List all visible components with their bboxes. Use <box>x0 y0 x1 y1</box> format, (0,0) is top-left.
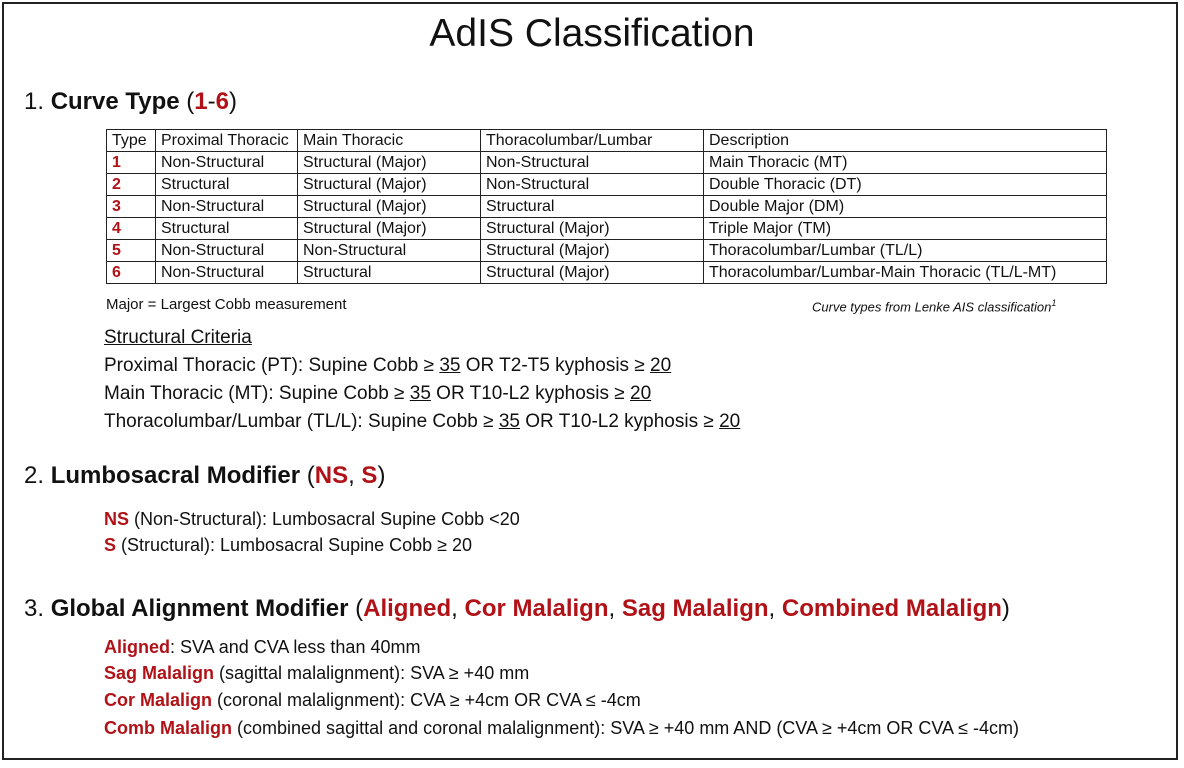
section-3-open: ( <box>355 595 364 622</box>
cell-type: 5 <box>107 240 156 262</box>
alignment-text: : SVA and CVA less than 40mm <box>170 637 421 657</box>
section-3-sep: , <box>608 595 622 622</box>
cell-main-thoracic: Structural (Major) <box>298 196 481 218</box>
section-2-open: ( <box>306 462 315 489</box>
cell-main-thoracic: Non-Structural <box>298 240 481 262</box>
cell-main-thoracic: Structural (Major) <box>298 218 481 240</box>
cell-main-thoracic: Structural <box>298 262 481 284</box>
cell-main-thoracic: Structural (Major) <box>298 174 481 196</box>
cell-thoracolumbar-lumbar: Structural (Major) <box>481 218 704 240</box>
cell-proximal-thoracic: Non-Structural <box>156 196 298 218</box>
cell-description: Triple Major (TM) <box>704 218 1107 240</box>
table-header-row <box>107 130 1107 152</box>
cell-thoracolumbar-lumbar: Non-Structural <box>481 152 704 174</box>
criteria-kyphosis-value: 20 <box>650 355 672 376</box>
lenke-source-note <box>812 298 1056 314</box>
page-title: AdIS Classification <box>429 12 755 55</box>
criteria-kyphosis-value: 20 <box>719 411 741 432</box>
section-3-heading <box>24 595 1010 623</box>
cell-type: 6 <box>107 262 156 284</box>
header-type: Type <box>107 130 156 152</box>
cell-main-thoracic: Structural (Major) <box>298 152 481 174</box>
section-3-opt-sag: Sag Malalign <box>621 595 769 622</box>
criteria-text: OR T10-L2 kyphosis ≥ <box>519 411 720 432</box>
modifier-line-s <box>104 535 472 556</box>
header-thoracolumbar-lumbar: Thoracolumbar/Lumbar <box>481 130 704 152</box>
criteria-line-tll <box>104 411 740 433</box>
cell-description: Double Major (DM) <box>704 196 1107 218</box>
section-2-opt-ns: NS <box>314 462 349 489</box>
cell-type: 2 <box>107 174 156 196</box>
criteria-text: Main Thoracic (MT): Supine Cobb ≥ <box>104 383 410 404</box>
header-main-thoracic: Main Thoracic <box>298 130 481 152</box>
alignment-line-aligned <box>104 637 420 658</box>
section-1-number: 1. <box>24 88 45 115</box>
section-2-name: Lumbosacral Modifier <box>50 462 301 489</box>
major-note: Major = Largest Cobb measurement <box>106 296 347 313</box>
alignment-text: (sagittal malalignment): SVA ≥ +40 mm <box>214 663 530 683</box>
lenke-source-text: Curve types from Lenke AIS classification <box>812 299 1052 315</box>
cell-proximal-thoracic: Non-Structural <box>156 262 298 284</box>
cell-thoracolumbar-lumbar: Structural (Major) <box>481 262 704 284</box>
lenke-footnote-marker: 1 <box>1051 298 1057 308</box>
alignment-text: (combined sagittal and coronal malalignment): SVA ≥ +40 mm AND (CVA ≥ +4cm OR CVA ≤ -4cm) <box>232 718 1019 738</box>
section-3-close: ) <box>1001 595 1010 622</box>
cell-thoracolumbar-lumbar: Structural (Major) <box>481 240 704 262</box>
section-3-sep: , <box>768 595 782 622</box>
alignment-line-comb <box>104 718 1019 739</box>
cell-type: 4 <box>107 218 156 240</box>
alignment-key: Aligned <box>104 637 170 657</box>
alignment-text: (coronal malalignment): CVA ≥ +4cm OR CVA ≤ -4cm <box>212 690 641 710</box>
section-3-name: Global Alignment Modifier <box>50 595 349 622</box>
cell-description: Double Thoracic (DT) <box>704 174 1107 196</box>
criteria-text: OR T10-L2 kyphosis ≥ <box>430 383 630 404</box>
criteria-text: Thoracolumbar/Lumbar (TL/L): Supine Cobb ≥ <box>104 411 499 432</box>
modifier-key: NS <box>104 509 130 529</box>
section-2-number: 2. <box>24 462 45 489</box>
criteria-text: OR T2-T5 kyphosis ≥ <box>460 355 651 376</box>
section-3-opt-combined: Combined Malalign <box>781 595 1002 622</box>
alignment-line-sag <box>104 663 529 684</box>
criteria-text: Proximal Thoracic (PT): Supine Cobb ≥ <box>104 355 440 376</box>
criteria-cobb-value: 35 <box>498 411 520 432</box>
table-row <box>107 174 1107 196</box>
header-description: Description <box>704 130 1107 152</box>
curve-type-table <box>106 129 1107 284</box>
cell-description: Thoracolumbar/Lumbar-Main Thoracic (TL/L-MT) <box>704 262 1107 284</box>
criteria-cobb-value: 35 <box>439 355 461 376</box>
section-1-close: ) <box>229 88 238 115</box>
cell-thoracolumbar-lumbar: Structural <box>481 196 704 218</box>
section-2-opt-s: S <box>361 462 378 489</box>
criteria-kyphosis-value: 20 <box>630 383 652 404</box>
table-row <box>107 196 1107 218</box>
modifier-line-ns <box>104 509 520 530</box>
cell-thoracolumbar-lumbar: Non-Structural <box>481 174 704 196</box>
section-1-range-start: 1 <box>194 88 208 115</box>
cell-type: 1 <box>107 152 156 174</box>
section-1-open: ( <box>186 88 195 115</box>
modifier-text: (Non-Structural): Lumbosacral Supine Cobb <20 <box>129 509 520 529</box>
section-3-sep: , <box>451 595 465 622</box>
structural-criteria-heading: Structural Criteria <box>104 327 252 348</box>
cell-description: Thoracolumbar/Lumbar (TL/L) <box>704 240 1107 262</box>
criteria-cobb-value: 35 <box>409 383 431 404</box>
section-2-close: ) <box>377 462 386 489</box>
table-row <box>107 240 1107 262</box>
modifier-key: S <box>104 535 117 555</box>
section-1-heading <box>24 88 237 116</box>
section-2-sep: , <box>348 462 362 489</box>
section-3-number: 3. <box>24 595 45 622</box>
section-1-name: Curve Type <box>50 88 180 115</box>
cell-proximal-thoracic: Structural <box>156 218 298 240</box>
cell-proximal-thoracic: Structural <box>156 174 298 196</box>
section-3-opt-cor: Cor Malalign <box>464 595 609 622</box>
section-1-range-end: 6 <box>215 88 230 115</box>
header-proximal-thoracic: Proximal Thoracic <box>156 130 298 152</box>
table-row <box>107 152 1107 174</box>
cell-type: 3 <box>107 196 156 218</box>
table-row <box>107 218 1107 240</box>
alignment-line-cor <box>104 690 641 711</box>
alignment-key: Sag Malalign <box>104 663 215 683</box>
criteria-line-pt <box>104 355 671 377</box>
section-3-opt-aligned: Aligned <box>363 595 452 622</box>
criteria-line-mt <box>104 383 651 405</box>
cell-proximal-thoracic: Non-Structural <box>156 240 298 262</box>
alignment-key: Cor Malalign <box>104 690 213 710</box>
alignment-key: Comb Malalign <box>104 718 233 738</box>
modifier-text: (Structural): Lumbosacral Supine Cobb ≥ 20 <box>116 535 473 555</box>
section-1-dash: - <box>207 88 216 115</box>
cell-description: Main Thoracic (MT) <box>704 152 1107 174</box>
cell-proximal-thoracic: Non-Structural <box>156 152 298 174</box>
section-2-heading <box>24 462 385 490</box>
table-row <box>107 262 1107 284</box>
